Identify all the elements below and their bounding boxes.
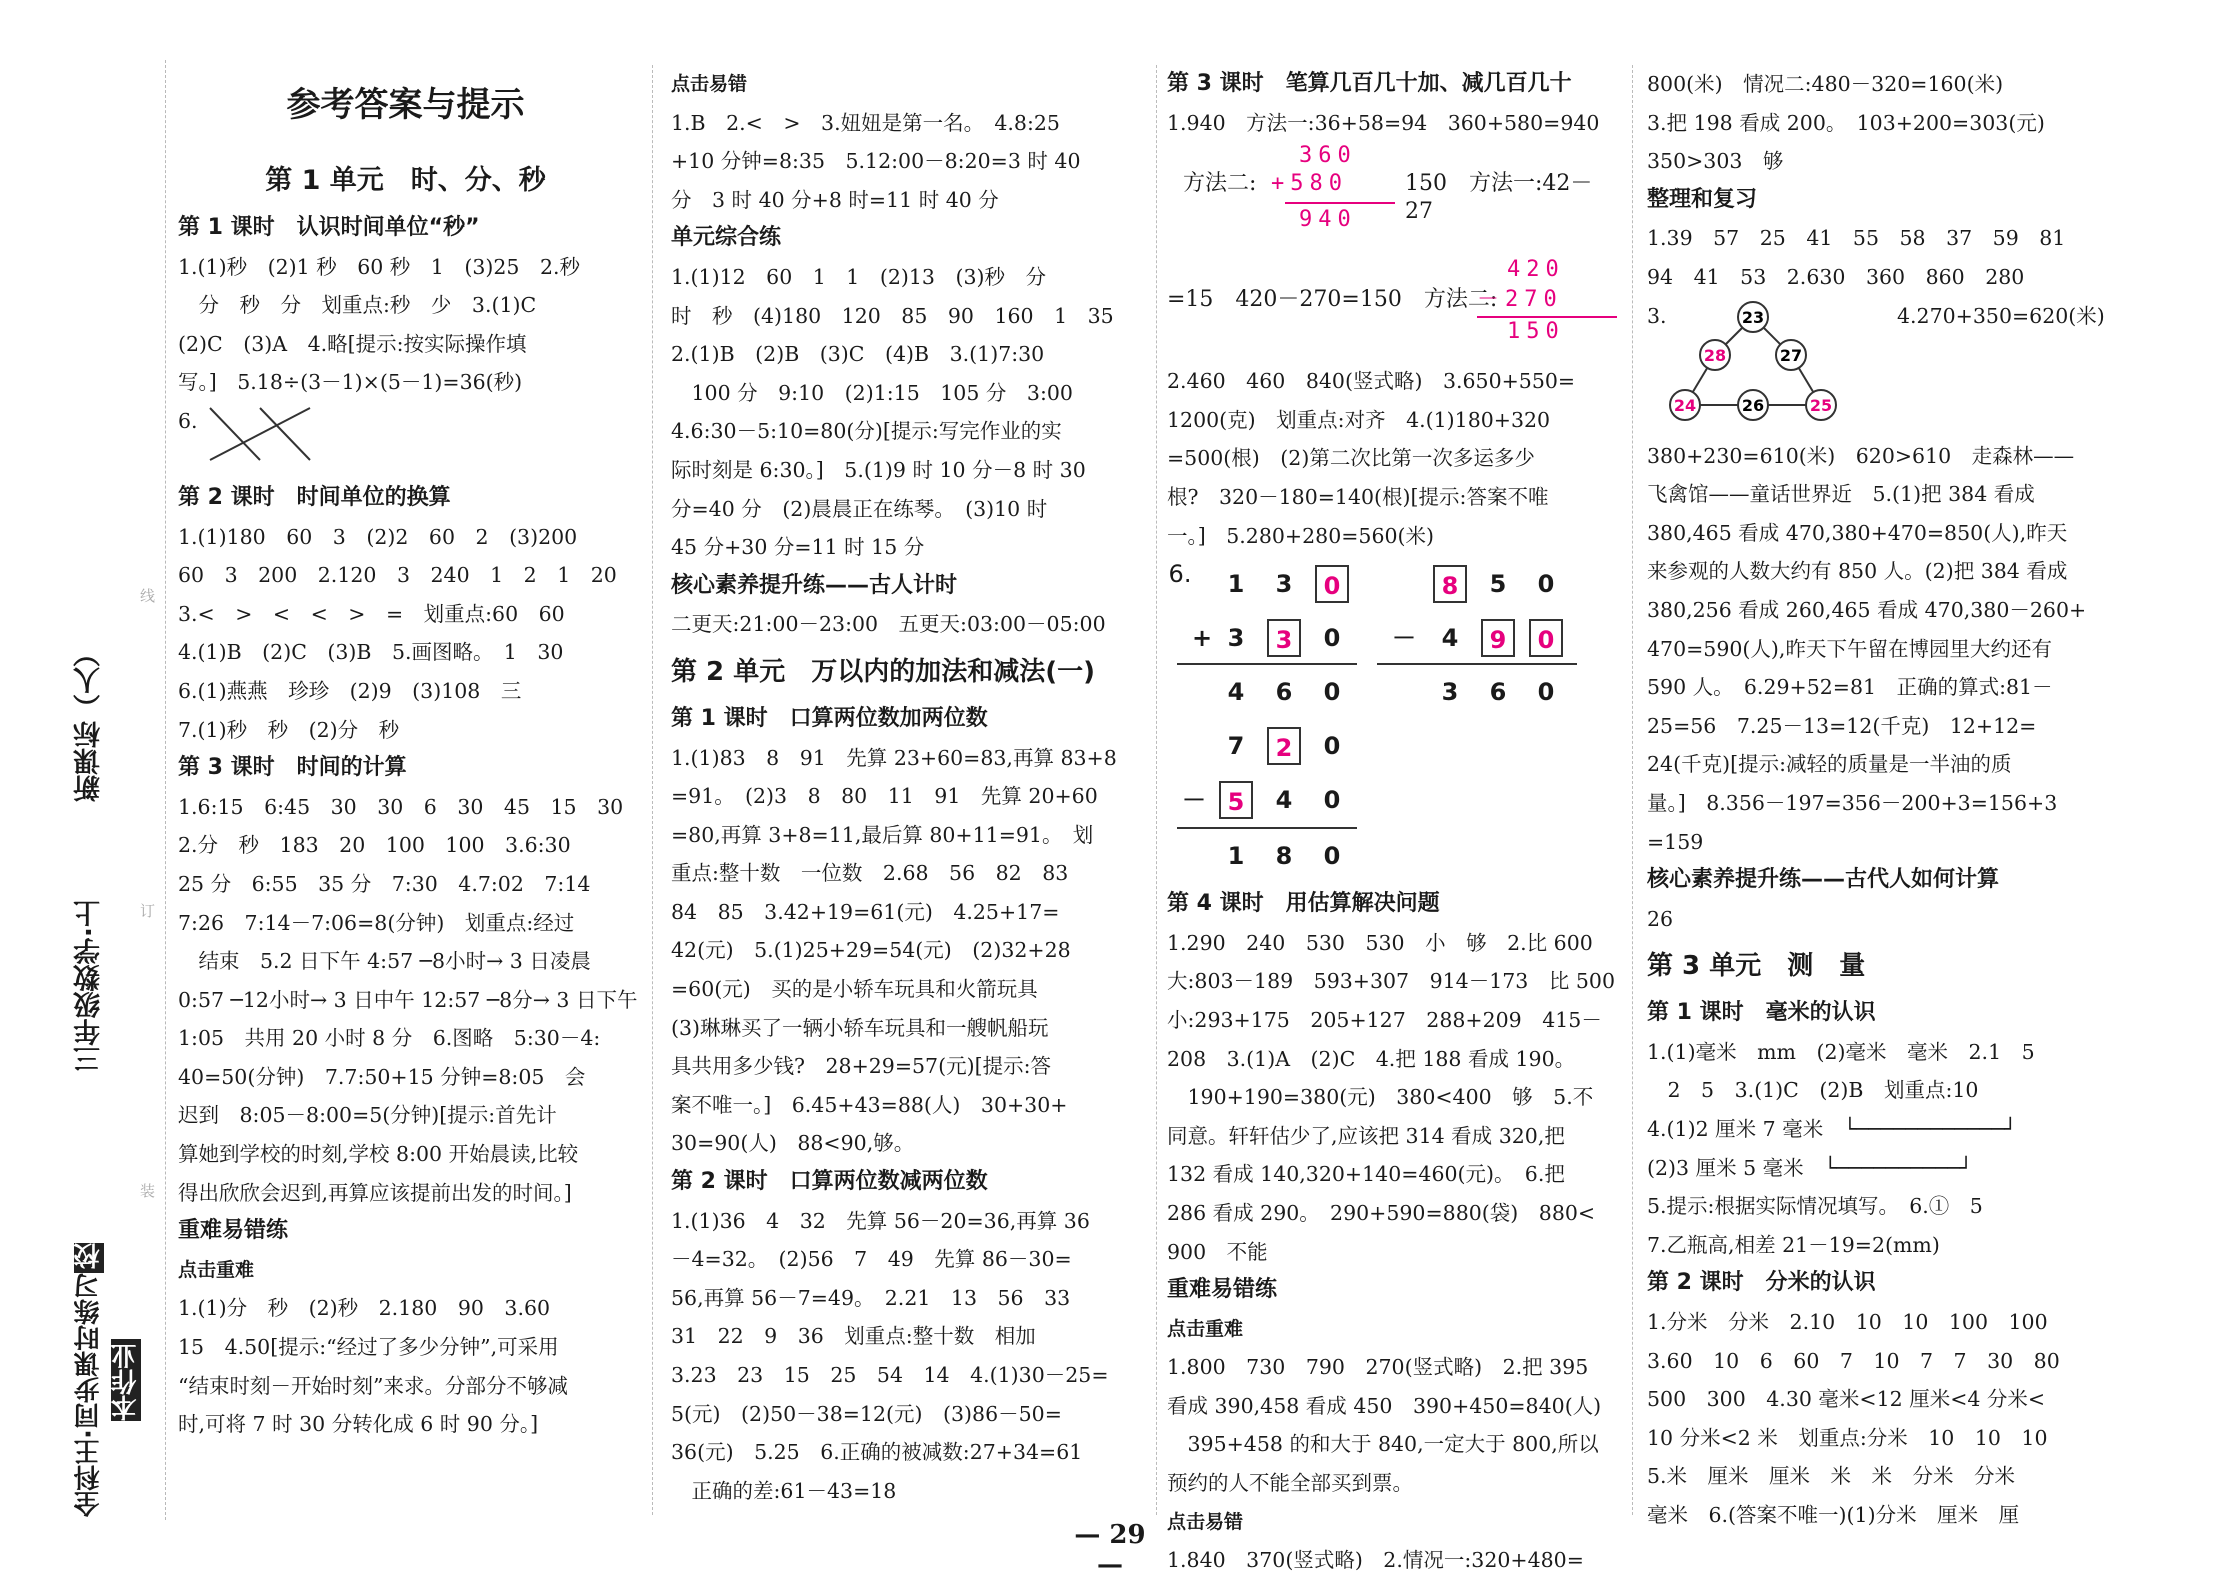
answer-column-4 (1632, 65, 2107, 1527)
digit: 1 (1227, 842, 1245, 871)
answer-line: =159 (1647, 829, 1704, 854)
node-bottom-left: 24 (1673, 395, 1697, 415)
answer-line: 94 41 53 2.630 360 860 280 (1647, 264, 2025, 289)
grade-label: 三年级数学·上 (74, 900, 105, 1073)
digit: 0 (1323, 678, 1341, 707)
answer-line: 10 分米<2 米 划重点:分米 10 10 10 (1647, 1425, 2048, 1450)
answer-line: (2)3 厘米 5 毫米 └──────────┘ (1647, 1155, 1973, 1180)
answer-line: 重点:整十数 一位数 2.68 56 82 83 (671, 861, 1069, 886)
digit: 0 (1537, 570, 1555, 599)
section-heading: 重难易错练 (178, 1218, 289, 1244)
answer-line: 1.39 57 25 41 55 58 37 59 81 (1647, 226, 2066, 251)
answer-line: 470=590(人),昨天下午留在博园里大约还有 (1647, 636, 2052, 661)
node-top: 23 (1741, 307, 1765, 327)
calc-prefix: 方法二: (1183, 171, 1257, 197)
lesson-heading: 第 4 课时 用估算解决问题 (1167, 891, 1440, 917)
digit: 6 (1275, 678, 1293, 707)
number-triangle-question (1647, 297, 2107, 437)
answer-line: 45 分+30 分=11 时 15 分 (671, 535, 925, 560)
answer-line: 迟到 8:05－8:00=5(分钟)[提示:首先计 (178, 1103, 557, 1128)
calc-mid: －270 (1477, 287, 1563, 313)
answer-line: 分 3 时 40 分+8 时=11 时 40 分 (671, 187, 999, 212)
section-heading: 单元综合练 (671, 225, 782, 251)
subsection-heading: 点击易错 (671, 73, 748, 95)
answer-line: 15 4.50[提示:“经过了多少分钟”,可采用 (178, 1335, 559, 1360)
answer-lines (671, 65, 1124, 1510)
cut-mark: 订 (140, 902, 156, 920)
answer-line: 根? 320－180=140(根)[提示:答案不唯 (1167, 484, 1549, 509)
answer-column-2 (652, 65, 1124, 1515)
digit: 3 (1227, 624, 1245, 653)
answer-line: 1.(1)秒 (2)1 秒 60 秒 1 (3)25 2.秒 (178, 254, 581, 279)
answer-line: 3.60 10 6 60 7 10 7 7 30 80 (1647, 1348, 2060, 1373)
answer-line: 4.6:30－5:10=80(分)[提示:写完作业的实 (671, 419, 1062, 444)
digit: 0 (1323, 786, 1341, 815)
answer-line: 2.460 460 840(竖式略) 3.650+550= (1167, 369, 1576, 394)
answer-line: 结束 5.2 日下午 4:57 ─8小时→ 3 日凌晨 (178, 949, 591, 974)
section-heading: 重难易错练 (1167, 1277, 1278, 1303)
answer-line: 40=50(分钟) 7.7:50+15 分钟=8:05 会 (178, 1064, 586, 1089)
answer-line: －4=32。 (2)56 7 49 先算 86－30= (671, 1247, 1072, 1272)
page-title: 参考答案与提示 (286, 85, 525, 125)
operator: － (1392, 624, 1416, 653)
answer-line: 1.(1)83 8 91 先算 23+60=83,再算 83+8 (671, 745, 1117, 770)
section-heading: 整理和复习 (1647, 186, 1758, 212)
lesson-heading: 第 3 课时 时间的计算 (178, 755, 407, 781)
answer-line: 25 分 6:55 35 分 7:30 4.7:02 7:14 (178, 871, 591, 896)
answer-line: 6. (178, 402, 633, 479)
answer-line: 3.把 198 看成 200。 103+200=303(元) (1647, 110, 2045, 135)
answer-line: 时,可将 7 时 30 分转化成 6 时 90 分。] (178, 1412, 539, 1437)
answer-line: 来参观的人数大约有 850 人。(2)把 384 看成 (1647, 559, 2068, 584)
answer-line: 190+190=380(元) 380<400 够 5.不 (1167, 1085, 1594, 1110)
answer-line: 1.800 730 790 270(竖式略) 2.把 395 (1167, 1355, 1589, 1380)
question-number: 3. (1647, 303, 1667, 328)
answer-line: 56,再算 56－7=49。 2.21 13 56 33 (671, 1285, 1071, 1310)
answer-line: 3.23 23 15 25 54 14 4.(1)30－25= (671, 1363, 1109, 1387)
answer-line: 84 85 3.42+19=61(元) 4.25+17= (671, 899, 1060, 924)
answer-line: 31 22 9 36 划重点:整十数 相加 (671, 1324, 1036, 1349)
answer-digit-box: 5 (1219, 781, 1253, 819)
digit: 5 (1489, 570, 1507, 599)
node-mid-right: 27 (1779, 345, 1803, 365)
answer-line: 500 300 4.30 毫米<12 厘米<4 分米< (1647, 1387, 2046, 1412)
calc-top: 360 (1299, 143, 1357, 169)
answer-line: 5.提示:根据实际情况填写。 6.① 5 (1647, 1194, 1983, 1219)
subsection-heading: 点击易错 (1167, 1510, 1244, 1533)
answer-lines (178, 209, 638, 1444)
answer-line: “结束时刻－开始时刻”来求。分部分不够减 (178, 1373, 568, 1398)
answer-digit-box: 2 (1267, 727, 1301, 765)
answer-line: 1.(1)180 60 3 (2)2 60 2 (3)200 (178, 524, 578, 549)
digit: 8 (1275, 842, 1293, 871)
answer-line: 6.(1)燕燕 珍珍 (2)9 (3)108 三 (178, 678, 522, 703)
answer-line: 2 5 3.(1)C (2)B 划重点:10 (1647, 1078, 1979, 1103)
answer-line: 分=40 分 (2)晨晨正在练琴。 (3)10 时 (671, 496, 1048, 521)
vertical-calc-addition (1167, 142, 1604, 250)
digit: 0 (1323, 842, 1341, 871)
answer-line: 同意。轩轩估少了,应该把 314 看成 320,把 (1167, 1123, 1565, 1148)
answer-line: +10 分钟=8:35 5.12:00－8:20=3 时 40 (671, 149, 1081, 174)
unit-heading: 第 3 单元 测 量 (1647, 951, 1866, 982)
answer-digit-box: 9 (1481, 619, 1515, 657)
answer-line: 得出欣欣会迟到,再算应该提前出发的时间。] (178, 1180, 572, 1205)
answer-line: 1.(1)12 60 1 1 (2)13 (3)秒 分 (671, 264, 1047, 289)
answer-line: 380,465 看成 470,380+470=850(人),昨天 (1647, 520, 2068, 545)
answer-line: 1.290 240 530 530 小 够 2.比 600 (1167, 930, 1593, 955)
answer-line: 60 3 200 2.120 3 240 1 2 1 20 (178, 563, 617, 588)
lesson-heading: 第 1 课时 认识时间单位“秒” (178, 215, 480, 240)
answer-line: (2)C (3)A 4.略[提示:按实际操作填 (178, 331, 527, 356)
node-bottom-middle: 26 (1741, 395, 1765, 415)
answer-lines (1167, 65, 1604, 142)
calc-rule (1285, 202, 1395, 204)
node-bottom-right: 25 (1809, 395, 1833, 415)
digit: 4 (1227, 678, 1245, 707)
answer-line: 380,256 看成 260,465 看成 470,380－260+ (1647, 597, 2087, 622)
answer-line: 24(千克)[提示:减轻的质量是一半油的质 (1647, 752, 2012, 777)
answer-line: 1.940 方法一:36+58=94 360+580=940 (1167, 110, 1600, 135)
answer-column-3 (1156, 65, 1615, 1573)
answer-line: 132 看成 140,320+140=460(元)。 6.把 (1167, 1162, 1565, 1187)
answer-line: 286 看成 290。 290+590=880(袋) 880< (1167, 1200, 1596, 1225)
answer-line: =91。 (2)3 8 80 11 91 先算 20+60 (671, 784, 1098, 809)
answer-line: 看成 390,458 看成 450 390+450=840(人) (1167, 1393, 1602, 1418)
answer-line: 100 分 9:10 (2)1:15 105 分 3:00 (671, 380, 1073, 405)
answer-line: 量。] 8.356－197=356－200+3=156+3 (1647, 790, 2058, 815)
calc-bottom: 150 (1507, 319, 1565, 345)
calc-rule (1177, 663, 1357, 665)
digit: 0 (1323, 624, 1341, 653)
lesson-heading: 第 2 课时 时间单位的换算 (178, 484, 451, 510)
answer-lines (1647, 437, 2107, 1535)
answer-line: 二更天:21:00－23:00 五更天:03:00－05:00 (671, 612, 1106, 637)
answer-line: 36(元) 5.25 6.正确的被减数:27+34=61 (671, 1440, 1083, 1465)
binding-spine (70, 60, 166, 1520)
answer-digit-box: 0 (1315, 565, 1349, 603)
fill-in-digits-question (1167, 555, 1604, 885)
answer-line: 1.B 2.< > 3.妞妞是第一名。 4.8:25 (671, 110, 1060, 135)
cut-mark: 装 (140, 1182, 156, 1200)
answer-line: 395+458 的和大于 840,一定大于 800,所以 (1167, 1432, 1599, 1457)
answer-line: 30=90(人) 88<90,够。 (671, 1131, 915, 1156)
operator: + (1191, 624, 1213, 653)
answer-line: 1200(克) 划重点:对齐 4.(1)180+320 (1167, 407, 1551, 432)
answer-line: 350>303 够 (1647, 149, 1784, 174)
answer-line: =80,再算 3+8=11,最后算 80+11=91。 划 (671, 822, 1094, 847)
lesson-heading: 第 3 课时 笔算几百几十加、减几百几十 (1167, 71, 1572, 96)
section-heading: 核心素养提升练——古人计时 (671, 572, 958, 598)
digit: 6 (1489, 678, 1507, 707)
answer-line: 800(米) 情况二:480－320=160(米) (1647, 72, 2004, 96)
answer-line: 380+230=610(米) 620>610 走森林—— (1647, 443, 2075, 468)
answer-line: 1.(1)36 4 32 先算 56－20=36,再算 36 (671, 1208, 1090, 1233)
answer-line: 2.(1)B (2)B (3)C (4)B 3.(1)7:30 (671, 342, 1045, 367)
calc-prefix: =15 420－270=150 方法二: (1167, 287, 1498, 313)
node-mid-left: 28 (1703, 345, 1727, 365)
answer-line: 1:05 共用 20 小时 8 分 6.图略 5:30－4: (178, 1026, 601, 1051)
answer-lines (1167, 362, 1604, 555)
section-heading: 核心素养提升练——古代人如何计算 (1647, 867, 2000, 893)
answer-line: 写。] 5.18÷(3－1)×(5－1)=36(秒) (178, 370, 523, 395)
calc-after: 150 方法一:42－27 (1405, 171, 1593, 225)
answer-line: 时 秒 (4)180 120 85 90 160 1 35 (671, 303, 1114, 328)
operator: － (1182, 786, 1206, 815)
answer-line: 飞禽馆——童话世界近 5.(1)把 384 看成 (1647, 482, 2035, 507)
answer-line: 1.6:15 6:45 30 30 6 30 45 15 30 (178, 794, 624, 819)
digit: 7 (1227, 732, 1245, 761)
answer-line: (3)琳琳买了一辆小轿车玩具和一艘帆船玩 (671, 1015, 1049, 1040)
calc-rule (1377, 663, 1577, 665)
answer-line: 590 人。 6.29+52=81 正确的算式:81－ (1647, 675, 2053, 700)
answer-digit-box: 3 (1267, 619, 1301, 657)
answer-text: 4.270+350=620(米) (1897, 303, 2105, 328)
lesson-heading: 第 2 课时 分米的认识 (1647, 1270, 1876, 1296)
answer-line: 5(元) (2)50－38=12(元) (3)86－50= (671, 1401, 1062, 1426)
brand-box: 校本作业 (74, 1243, 141, 1421)
answer-line: 大:803－189 593+307 914－173 比 500 (1167, 969, 1615, 994)
unit-heading: 第 2 单元 万以内的加法和减法(一) (671, 656, 1095, 687)
answer-line: 7:26 7:14－7:06=8(分钟) 划重点:经过 (178, 910, 575, 935)
digit: 3 (1275, 570, 1293, 599)
answer-line: 900 不能 (1167, 1239, 1268, 1264)
answer-line: 小:293+175 205+127 288+209 415－ (1167, 1007, 1602, 1032)
answer-line: 5.米 厘米 厘米 米 米 分米 分米 (1647, 1464, 2016, 1489)
answer-line: 3.< > < < > = 划重点:60 60 (178, 601, 565, 626)
triangle-diagram (1667, 297, 1833, 437)
answer-line: 25=56 7.25－13=12(千克) 12+12= (1647, 713, 2037, 738)
answer-line: 际时刻是 6:30。] 5.(1)9 时 10 分－8 时 30 (671, 457, 1086, 482)
answer-line: 算她到学校的时刻,学校 8:00 开始晨读,比较 (178, 1142, 579, 1167)
digit: 3 (1441, 678, 1459, 707)
lesson-heading: 第 2 课时 口算两位数减两位数 (671, 1169, 988, 1195)
answer-line: 1.(1)毫米 mm (2)毫米 毫米 2.1 5 (1647, 1039, 2035, 1064)
brand-name: 全科王·同步课时练习 (74, 1273, 104, 1517)
answer-line: 0:57 ─12小时→ 3 日中午 12:57 ─8分→ 3 日下午 (178, 987, 638, 1012)
calc-rule (1177, 827, 1357, 829)
digit: 1 (1227, 570, 1245, 599)
answer-column-1 (178, 65, 638, 1515)
calc-bottom: 940 (1299, 207, 1357, 233)
answer-line: 预约的人不能全部买到票。 (1167, 1471, 1413, 1496)
cut-mark: 线 (140, 587, 156, 605)
answer-line: 具共用多少钱? 28+29=57(元)[提示:答 (671, 1054, 1052, 1079)
unit-heading: 第 1 单元 时、分、秒 (265, 165, 546, 196)
subsection-heading: 点击重难 (1167, 1317, 1244, 1340)
answer-line: 2.分 秒 183 20 100 100 3.6:30 (178, 833, 571, 858)
answer-line: 1.分米 分米 2.10 10 10 100 100 (1647, 1310, 2048, 1335)
answer-digit-box: 0 (1529, 619, 1563, 657)
answer-line: =60(元) 买的是小轿车玩具和火箭玩具 (671, 977, 1038, 1002)
matching-lines-diagram (200, 402, 320, 472)
lesson-heading: 第 1 课时 口算两位数加两位数 (671, 705, 988, 731)
answer-line: 4.(1)B (2)C (3)B 5.画图略。 1 30 (178, 640, 564, 665)
vertical-calc-subtraction (1167, 250, 1604, 362)
question-number: 6. (1168, 560, 1192, 589)
answer-line: 案不唯一。] 6.45+43=88(人) 30+30+ (671, 1092, 1068, 1117)
subsection-heading: 点击重难 (178, 1258, 255, 1281)
answer-line: 一。] 5.280+280=560(米) (1167, 523, 1435, 548)
answer-line: 分 秒 分 划重点:秒 少 3.(1)C (178, 293, 537, 318)
calc-top: 420 (1507, 257, 1565, 283)
answer-line: 26 (1647, 906, 1674, 931)
answer-lines (1167, 885, 1615, 1580)
digit: 4 (1441, 624, 1459, 653)
answer-line: 正确的差:61－43=18 (671, 1478, 897, 1503)
lesson-heading: 第 1 课时 毫米的认识 (1647, 1000, 1876, 1026)
digit: 0 (1323, 732, 1341, 761)
answer-digit-box: 8 (1433, 565, 1467, 603)
answer-line: 1.840 370(竖式略) 2.情况一:320+480= (1167, 1548, 1584, 1573)
answer-line: 208 3.(1)A (2)C 4.把 188 看成 190。 (1167, 1046, 1576, 1071)
answer-line: 7.乙瓶高,相差 21－19=2(mm) (1647, 1232, 1940, 1257)
answer-lines (1647, 65, 2107, 297)
answer-line: 4.(1)2 厘米 7 毫米 └────────────┘ (1647, 1117, 2017, 1142)
answer-line: 42(元) 5.(1)25+29=54(元) (2)32+28 (671, 938, 1071, 963)
answer-line: 1.(1)分 秒 (2)秒 2.180 90 3.60 (178, 1296, 551, 1321)
answer-line: 7.(1)秒 秒 (2)分 秒 (178, 717, 400, 742)
answer-line: 毫米 6.(答案不唯一)(1)分米 厘米 厘 (1647, 1503, 2020, 1527)
page-number: — 29 — (1074, 1520, 1146, 1580)
brand-label (70, 1240, 165, 1520)
calc-mid: +580 (1271, 171, 1348, 197)
answer-line: =500(根) (2)第二次比第一次多运多少 (1167, 446, 1535, 471)
standard-label: 新课标（人） (74, 640, 105, 802)
digit: 0 (1537, 678, 1555, 707)
digit: 4 (1275, 786, 1293, 815)
